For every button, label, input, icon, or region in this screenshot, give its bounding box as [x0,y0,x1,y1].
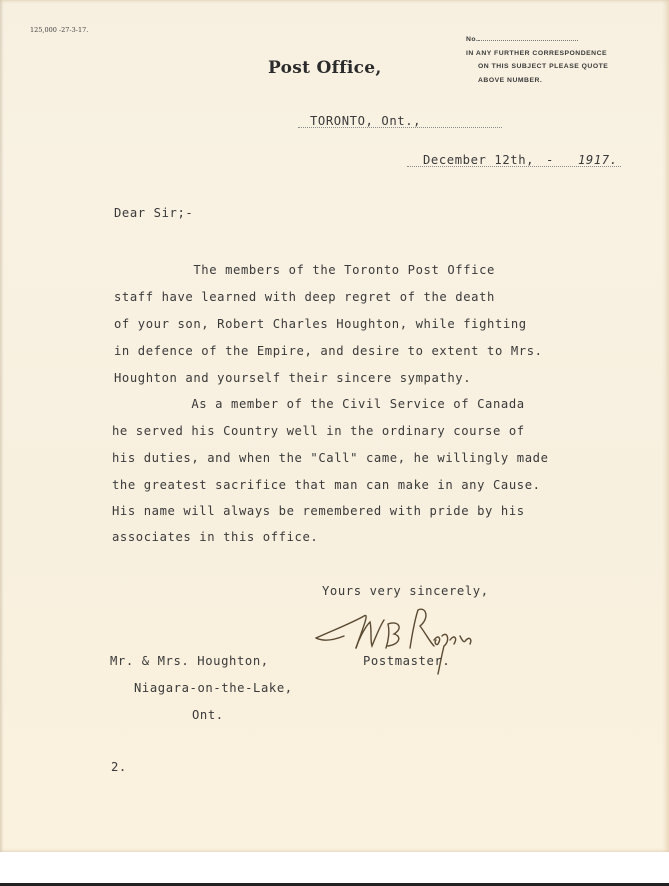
paragraph-line: the greatest sacrifice that man can make in any Cause. [112,478,541,492]
paragraph-line: he served his Country well in the ordinary course of [112,424,525,438]
date-text: December 12th, [423,153,535,167]
paragraph-line: his duties, and when the "Call" came, he willingly made [112,451,549,465]
closing: Yours very sincerely, [322,584,489,598]
place-text: TORONTO, Ont., [310,114,422,128]
paragraph-line: staff have learned with deep regret of the death [114,290,495,304]
letterhead-title: Post Office, [268,58,382,78]
recipient-line1: Mr. & Mrs. Houghton, [110,654,269,668]
paragraph-line: in defence of the Empire, and desire to extent to Mrs. [114,344,543,358]
paragraph-line: associates in this office. [112,530,319,544]
signature-icon [314,600,474,680]
paragraph-line: As a member of the Civil Service of Canada [112,397,525,411]
recipient-line2: Niagara-on-the-Lake, [134,681,293,695]
paragraph-line: of your son, Robert Charles Houghton, while fighting [114,317,527,331]
paragraph-line: Houghton and yourself their sincere sympathy. [114,371,472,385]
page-number: 2. [111,760,127,774]
paragraph-line: The members of the Toronto Post Office [114,263,495,277]
date-year: 1917. [578,153,618,167]
date-dash: - [546,153,554,167]
paragraph-line: His name will always be remembered with pride by his [112,504,525,518]
recipient-line3: Ont. [192,708,224,722]
reference-number-blank [478,33,578,41]
print-code: 125,000 -27-3-17. [30,26,89,34]
reference-number-line: No. [466,33,608,47]
reference-note-line2: ON THIS SUBJECT PLEASE QUOTE [478,63,609,70]
reference-note-line1: IN ANY FURTHER CORRESPONDENCE [466,49,608,57]
reference-box [466,33,608,87]
signer-title: Postmaster. [363,654,451,668]
reference-note-line3: ABOVE NUMBER. [478,76,543,84]
salutation: Dear Sir;- [114,206,194,220]
